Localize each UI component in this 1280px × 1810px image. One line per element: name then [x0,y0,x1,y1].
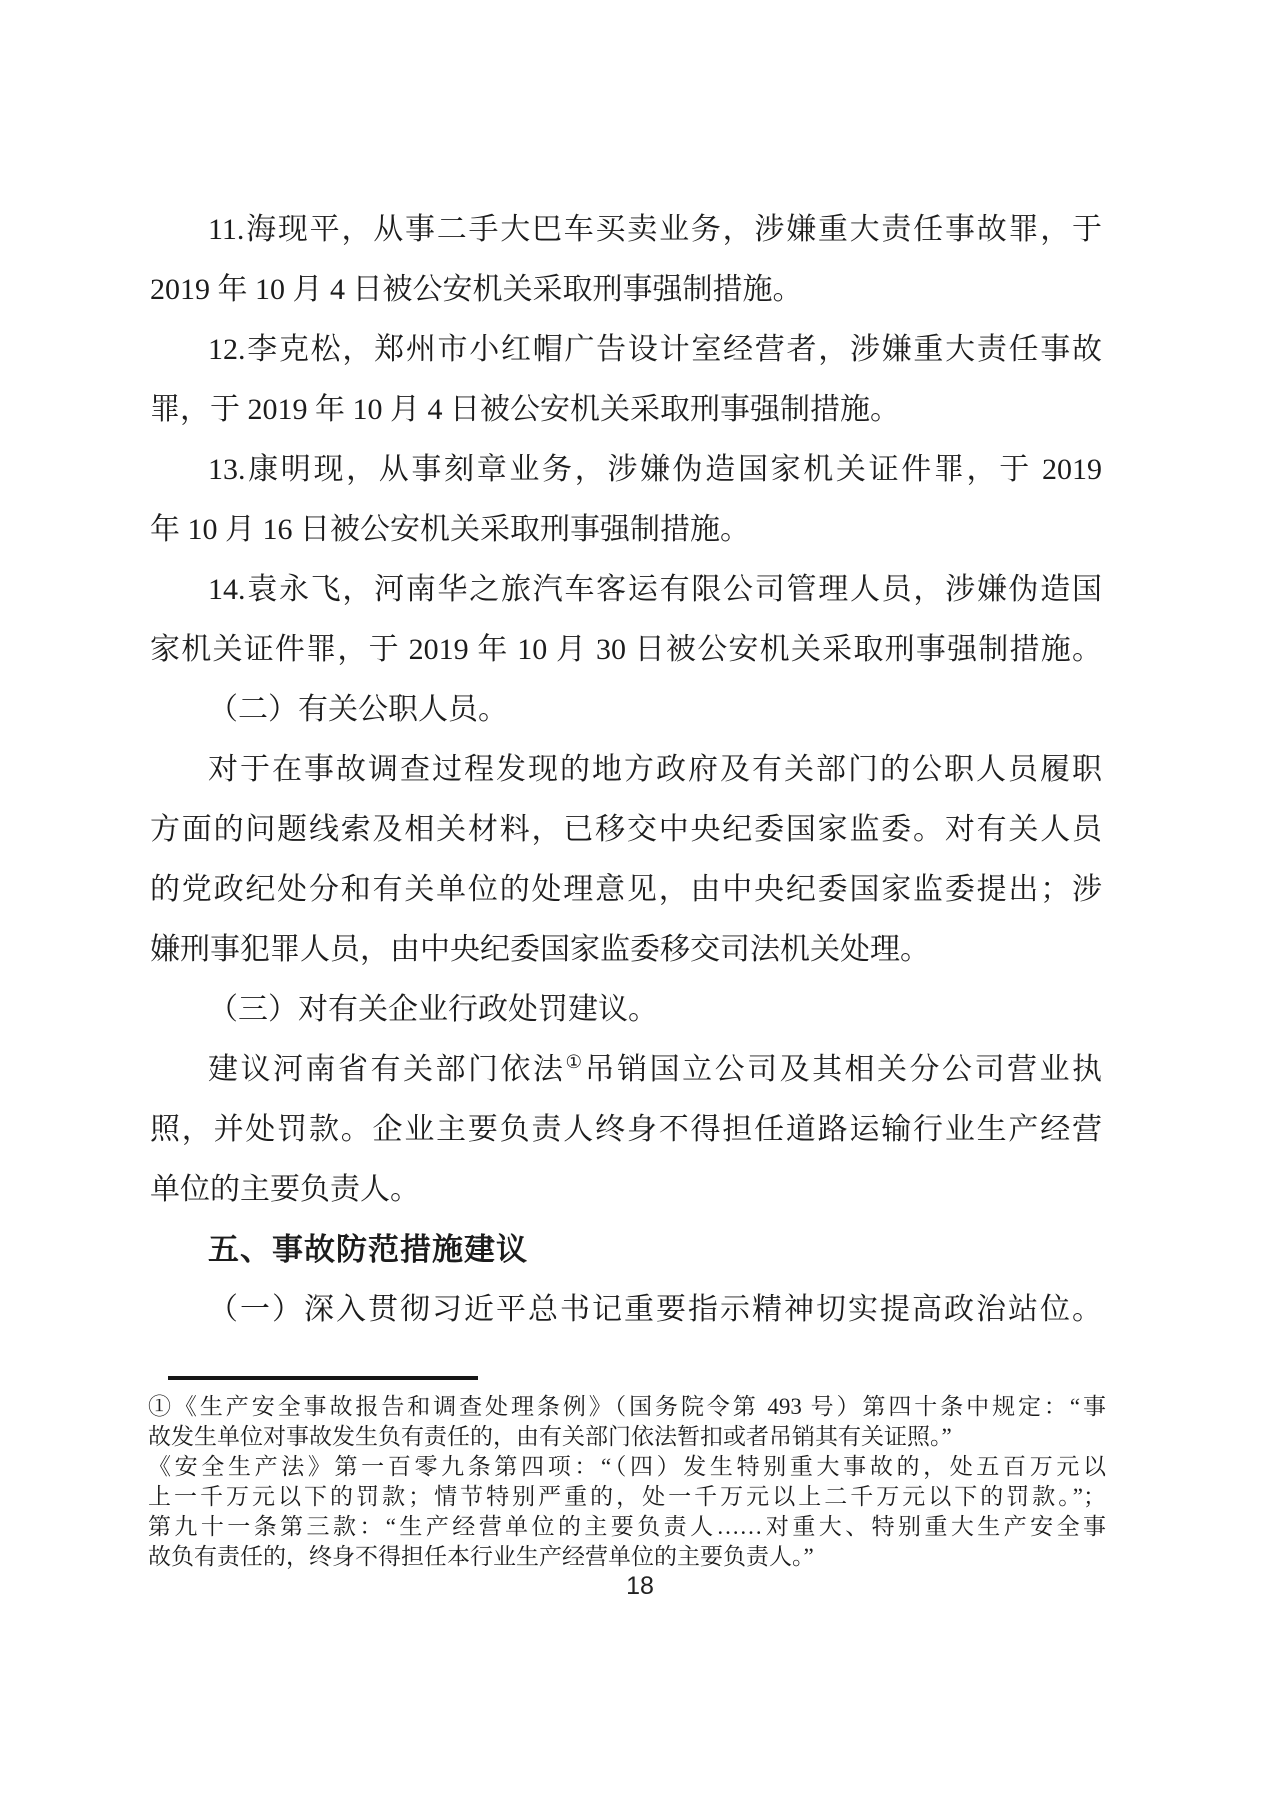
body-text-line: 嫌刑事犯罪人员，由中央纪委国家监委移交司法机关处理。 [150,933,930,966]
footnote-block [148,1392,1106,1572]
body-text-line: 12.李克松，郑州市小红帽广告设计室经营者，涉嫌重大责任事故 [208,333,1102,366]
body-text-line: 的党政纪处分和有关单位的处理意见，由中央纪委国家监委提出；涉 [150,873,1102,906]
body-text-line: 家机关证件罪，于 2019 年 10 月 30 日被公安机关采取刑事强制措施。 [150,633,1102,666]
body-text-line: （三）对有关企业行政处罚建议。 [208,993,658,1026]
footnote-text-line: 《安全生产法》第一百零九条第四项：“（四）发生特别重大事故的，处五百万元以 [148,1454,1106,1479]
footnote-text-line: ①《生产安全事故报告和调查处理条例》（国务院令第 493 号）第四十条中规定：“事 [148,1394,1106,1419]
body-text-line [150,1040,1102,1100]
page-number: 18 [626,1572,654,1600]
body-text-line: 年 10 月 16 日被公安机关采取刑事强制措施。 [150,513,750,546]
body-text-line: 罪，于 2019 年 10 月 4 日被公安机关采取刑事强制措施。 [150,393,900,426]
text-segment: 建议河南省有关部门依法 [208,1053,566,1086]
body-text-line: 11.海现平，从事二手大巴车买卖业务，涉嫌重大责任事故罪，于 [208,213,1102,246]
body-text-line: （一）深入贯彻习近平总书记重要指示精神切实提高政治站位。 [208,1293,1102,1326]
body-text-line: 单位的主要负责人。 [150,1173,420,1206]
text-segment: 吊销国立公司及其相关分公司营业执 [584,1053,1103,1086]
body-text-line: 方面的问题线索及相关材料，已移交中央纪委国家监委。对有关人员 [150,813,1102,846]
footnote-separator-rule [168,1376,478,1380]
document-body [150,200,1102,1340]
body-text-line: 13.康明现，从事刻章业务，涉嫌伪造国家机关证件罪，于 2019 [208,453,1102,486]
body-text-line: 照，并处罚款。企业主要负责人终身不得担任道路运输行业生产经营 [150,1113,1102,1146]
footnote-text-line: 故负有责任的，终身不得担任本行业生产经营单位的主要负责人。” [148,1544,814,1569]
body-text-line: 14.袁永飞，河南华之旅汽车客运有限公司管理人员，涉嫌伪造国 [208,573,1102,606]
footnote-text-line: 上一千万元以下的罚款；情节特别严重的，处一千万元以上二千万元以下的罚款。”； [148,1484,1106,1509]
section-heading: 五、事故防范措施建议 [208,1232,528,1267]
footnote-reference-marker: ① [565,1052,585,1073]
footnote-text-line: 故发生单位对事故发生负有责任的，由有关部门依法暂扣或者吊销其有关证照。” [148,1424,952,1449]
body-text-line: （二）有关公职人员。 [208,693,508,726]
body-text-line: 2019 年 10 月 4 日被公安机关采取刑事强制措施。 [150,273,803,306]
body-text-line: 对于在事故调查过程发现的地方政府及有关部门的公职人员履职 [208,753,1102,786]
footnote-text-line: 第九十一条第三款：“生产经营单位的主要负责人……对重大、特别重大生产安全事 [148,1514,1106,1539]
